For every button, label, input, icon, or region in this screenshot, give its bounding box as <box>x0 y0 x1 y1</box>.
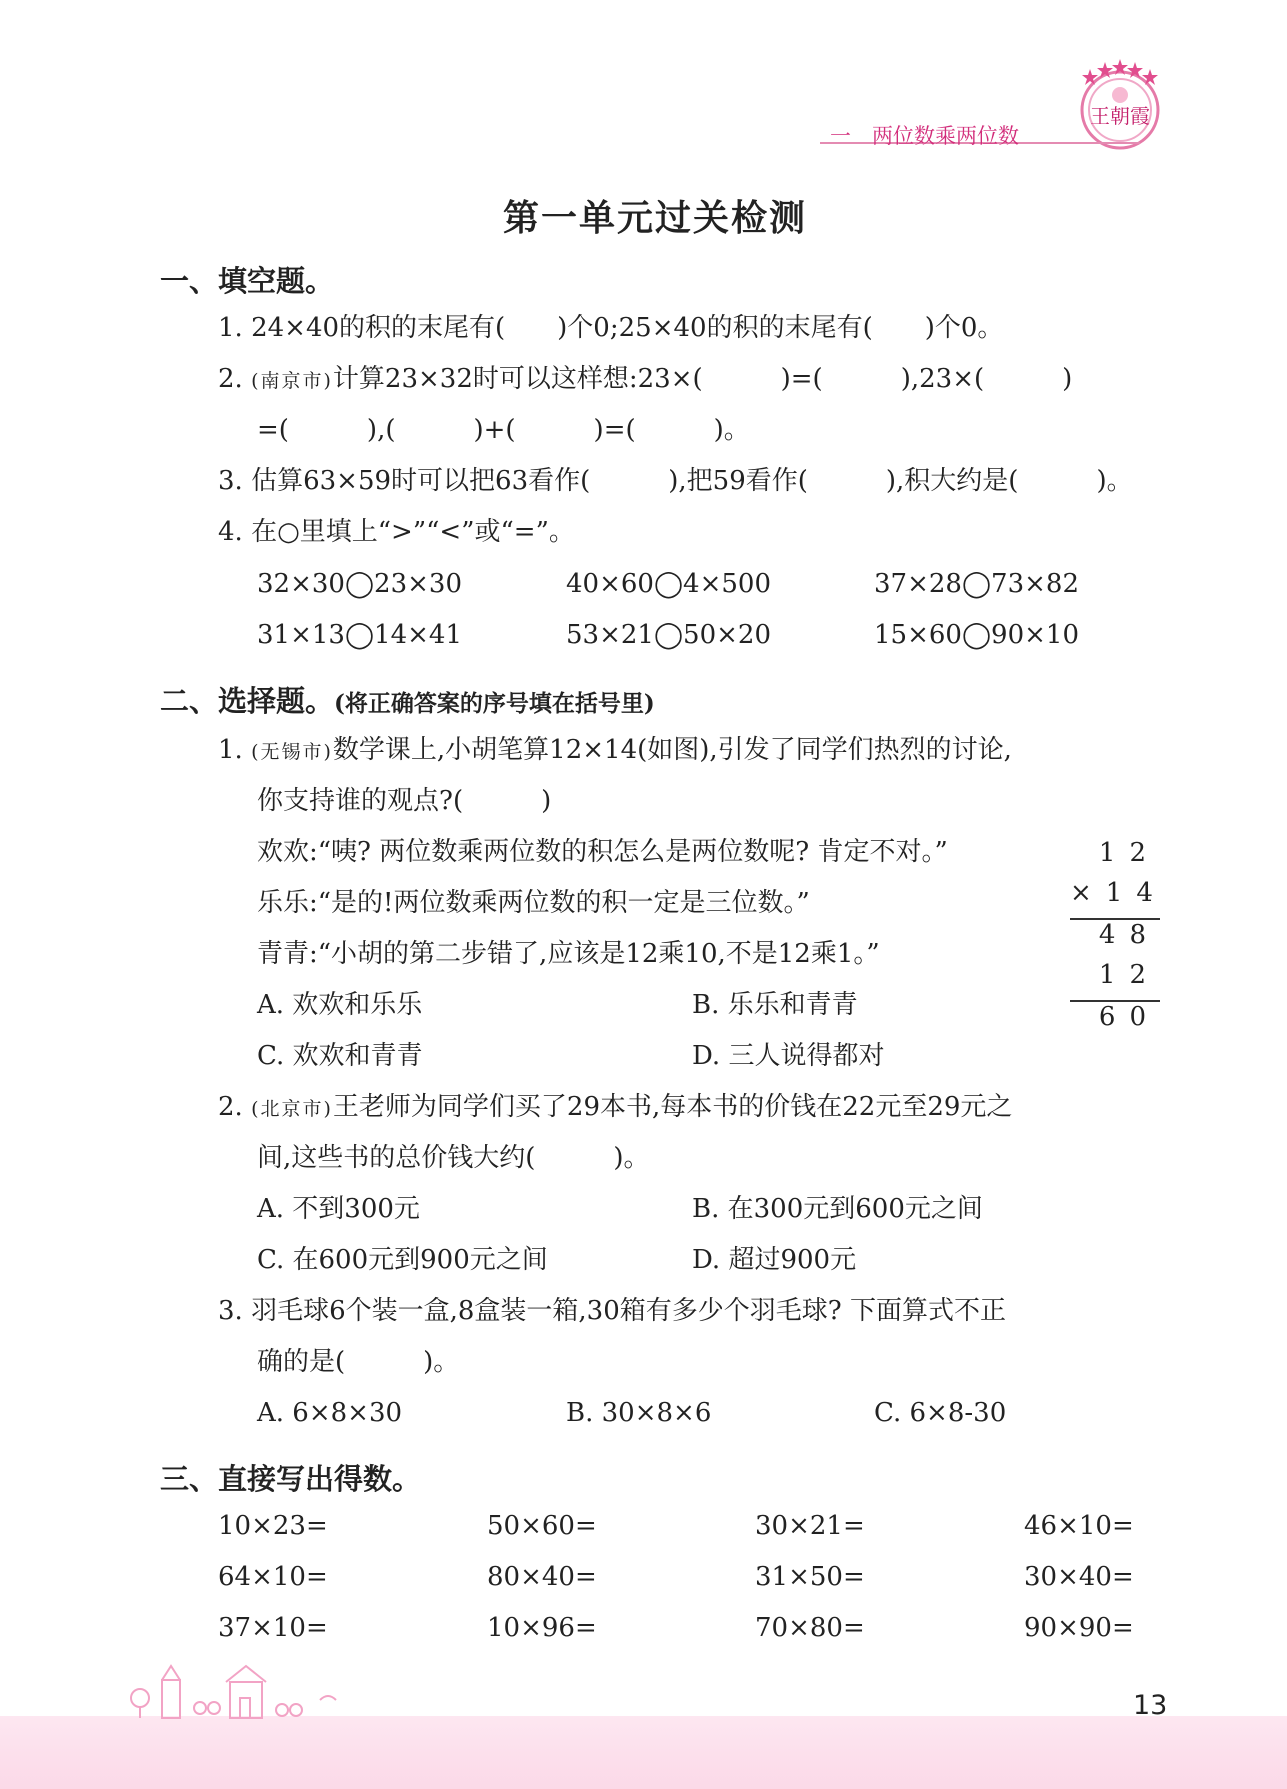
qingqing-statement: 青青:“小胡的第二步错了,应该是12乘10,不是12乘1。” <box>257 939 880 969</box>
section-1-heading: 一、填空题。 <box>160 264 335 298</box>
option-b: B. 乐乐和青青 <box>692 990 858 1020</box>
calc-item: 80×40= <box>487 1562 597 1592</box>
compare-item: 53×21◯50×20 <box>566 620 772 650</box>
calc-row: ×14 <box>1070 878 1167 908</box>
lele-statement: 乐乐:“是的!两位数乘两位数的积一定是三位数。” <box>257 888 810 918</box>
q-number: 2. <box>218 364 243 394</box>
calc-item: 50×60= <box>487 1511 597 1541</box>
compare-item: 31×13◯14×41 <box>257 620 463 650</box>
s2-question-1 <box>218 735 1012 767</box>
s2-question-2-cont: 间,这些书的总价钱大约( )。 <box>257 1143 650 1173</box>
section-2-note: (将正确答案的序号填在括号里) <box>334 690 655 717</box>
option-c: C. 在600元到900元之间 <box>257 1245 548 1275</box>
calc-item: 90×90= <box>1024 1613 1134 1643</box>
s2-question-3: 3. 羽毛球6个装一盒,8盒装一箱,30箱有多少个羽毛球? 下面算式不正 <box>218 1296 1006 1326</box>
calc-row: 12 <box>1098 960 1160 990</box>
calc-item: 46×10= <box>1024 1511 1134 1541</box>
s1-question-2-cont: =( ),( )+( )=( )。 <box>257 415 750 445</box>
compare-item: 40×60◯4×500 <box>566 569 772 599</box>
calc-row: 60 <box>1070 1000 1160 1042</box>
q-text: 数学课上,小胡笔算12×14(如图),引发了同学们热烈的讨论, <box>332 735 1012 765</box>
calc-row: 12 <box>1098 838 1160 868</box>
town-illustration-icon <box>120 1660 340 1720</box>
calc-item: 10×96= <box>487 1613 597 1643</box>
chapter-label: 一 两位数乘两位数 <box>830 124 1019 148</box>
option-a: A. 欢欢和乐乐 <box>257 990 423 1020</box>
option-b: B. 30×8×6 <box>566 1398 712 1428</box>
page-title: 第一单元过关检测 <box>503 198 808 239</box>
section-2-title: 二、选择题。 <box>160 684 335 718</box>
source-tag: (无锡市) <box>251 741 333 763</box>
s1-question-4: 4. 在○里填上“>”“<”或“=”。 <box>218 517 575 547</box>
option-b: B. 在300元到600元之间 <box>692 1194 983 1224</box>
compare-item: 37×28◯73×82 <box>874 569 1080 599</box>
s1-question-3: 3. 估算63×59时可以把63看作( ),把59看作( ),积大约是( )。 <box>218 466 1133 496</box>
option-d: D. 超过900元 <box>692 1245 857 1275</box>
calc-item: 30×40= <box>1024 1562 1134 1592</box>
svg-text:王朝霞: 王朝霞 <box>1090 104 1150 128</box>
calc-item: 64×10= <box>218 1562 328 1592</box>
option-a: A. 不到300元 <box>257 1194 420 1224</box>
compare-item: 15×60◯90×10 <box>874 620 1080 650</box>
calc-item: 37×10= <box>218 1613 328 1643</box>
footer-band <box>0 1716 1287 1789</box>
source-tag: (南京市) <box>251 370 333 392</box>
option-a: A. 6×8×30 <box>257 1398 403 1428</box>
brand-logo <box>1070 55 1170 155</box>
compare-item: 32×30◯23×30 <box>257 569 463 599</box>
option-c: C. 欢欢和青青 <box>257 1041 423 1071</box>
q-text: 王老师为同学们买了29本书,每本书的价钱在22元至29元之 <box>332 1092 1013 1122</box>
q-number: 1. <box>218 735 243 765</box>
calc-item: 30×21= <box>755 1511 865 1541</box>
q-text: 计算23×32时可以这样想:23×( )=( ),23×( ) <box>332 364 1073 394</box>
source-tag: (北京市) <box>251 1098 333 1120</box>
s1-question-2 <box>218 364 1072 396</box>
option-c: C. 6×8-30 <box>874 1398 1007 1428</box>
s2-question-2 <box>218 1092 1012 1124</box>
calc-item: 31×50= <box>755 1562 865 1592</box>
page-number: 13 <box>1133 1690 1168 1721</box>
vertical-multiplication <box>1070 838 1167 1042</box>
calc-row: 48 <box>1070 918 1160 960</box>
q-number: 2. <box>218 1092 243 1122</box>
calc-item: 10×23= <box>218 1511 328 1541</box>
huanhuan-statement: 欢欢:“咦? 两位数乘两位数的积怎么是两位数呢? 肯定不对。” <box>257 837 948 867</box>
section-3-heading: 三、直接写出得数。 <box>160 1462 422 1496</box>
s1-question-1: 1. 24×40的积的末尾有( )个0;25×40的积的末尾有( )个0。 <box>218 313 1004 343</box>
s2-question-3-cont: 确的是( )。 <box>257 1347 460 1377</box>
option-d: D. 三人说得都对 <box>692 1041 885 1071</box>
calc-item: 70×80= <box>755 1613 865 1643</box>
section-2-heading <box>160 679 655 720</box>
s2-question-1-cont: 你支持谁的观点?( ) <box>257 786 552 816</box>
